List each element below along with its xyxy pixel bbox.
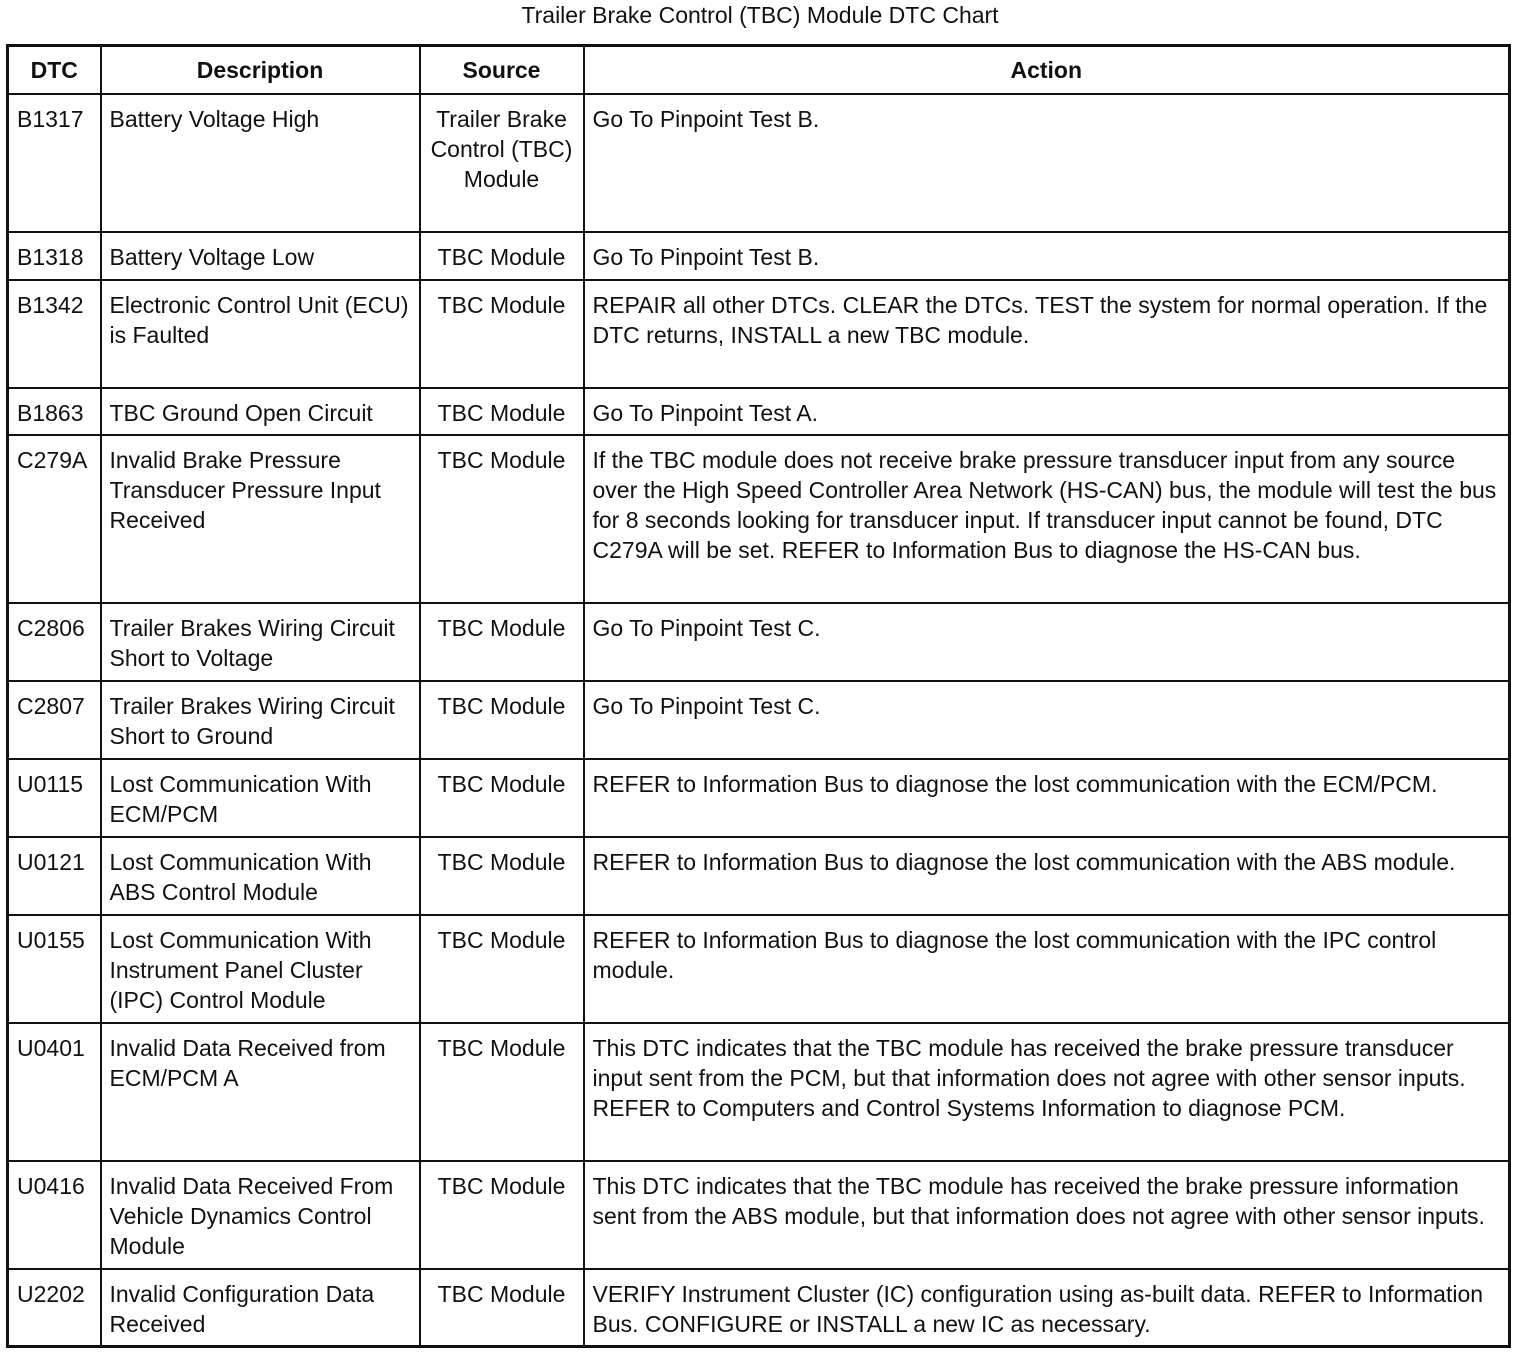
dtc-source: TBC Module <box>420 759 584 837</box>
dtc-description: Invalid Data Received From Vehicle Dynamics Control Module <box>101 1161 420 1269</box>
dtc-action: REFER to Information Bus to diagnose the lost communication with the IPC control module. <box>584 915 1510 1023</box>
dtc-code: U0416 <box>8 1161 101 1269</box>
table-row <box>8 94 1510 232</box>
dtc-code: C279A <box>8 435 101 603</box>
table-row <box>8 435 1510 603</box>
dtc-source: TBC Module <box>420 1269 584 1347</box>
dtc-action: If the TBC module does not receive brake pressure transducer input from any source over the High Speed Controller Area Network (HS-CAN) bus, the module will test the bus for 8 seconds looking for transducer input. If transducer input cannot be found, DTC C279A will be set. REFER to Information Bus to diagnose the HS-CAN bus. <box>584 435 1510 603</box>
table-row <box>8 759 1510 837</box>
table-row <box>8 603 1510 681</box>
dtc-source: TBC Module <box>420 232 584 280</box>
dtc-code: U0155 <box>8 915 101 1023</box>
dtc-source: TBC Module <box>420 1023 584 1161</box>
dtc-source: TBC Module <box>420 1161 584 1269</box>
dtc-code: C2806 <box>8 603 101 681</box>
dtc-source: TBC Module <box>420 603 584 681</box>
dtc-description: Invalid Configuration Data Received <box>101 1269 420 1347</box>
dtc-action: REFER to Information Bus to diagnose the lost communication with the ECM/PCM. <box>584 759 1510 837</box>
dtc-code: U0115 <box>8 759 101 837</box>
dtc-source: TBC Module <box>420 837 584 915</box>
header-source: Source <box>420 46 584 94</box>
table-row <box>8 280 1510 388</box>
header-row <box>8 46 1510 94</box>
dtc-action: Go To Pinpoint Test C. <box>584 681 1510 759</box>
dtc-source: TBC Module <box>420 915 584 1023</box>
dtc-code: B1318 <box>8 232 101 280</box>
dtc-source: TBC Module <box>420 280 584 388</box>
dtc-action: This DTC indicates that the TBC module has received the brake pressure information sent from the ABS module, but that information does not agree with other sensor inputs. <box>584 1161 1510 1269</box>
dtc-table <box>6 44 1511 1348</box>
dtc-description: Lost Communication With Instrument Panel Cluster (IPC) Control Module <box>101 915 420 1023</box>
dtc-action: REPAIR all other DTCs. CLEAR the DTCs. TEST the system for normal operation. If the DTC returns, INSTALL a new TBC module. <box>584 280 1510 388</box>
dtc-description: Invalid Brake Pressure Transducer Pressure Input Received <box>101 435 420 603</box>
dtc-description: Battery Voltage Low <box>101 232 420 280</box>
dtc-description: Electronic Control Unit (ECU) is Faulted <box>101 280 420 388</box>
table-row <box>8 1161 1510 1269</box>
dtc-description: Lost Communication With ECM/PCM <box>101 759 420 837</box>
dtc-code: U0121 <box>8 837 101 915</box>
dtc-code: C2807 <box>8 681 101 759</box>
dtc-code: B1863 <box>8 388 101 435</box>
table-row <box>8 837 1510 915</box>
table-row <box>8 388 1510 435</box>
dtc-description: Battery Voltage High <box>101 94 420 232</box>
dtc-code: B1317 <box>8 94 101 232</box>
dtc-source: TBC Module <box>420 681 584 759</box>
dtc-source: TBC Module <box>420 388 584 435</box>
dtc-action: Go To Pinpoint Test C. <box>584 603 1510 681</box>
dtc-description: Invalid Data Received from ECM/PCM A <box>101 1023 420 1161</box>
header-dtc: DTC <box>8 46 101 94</box>
table-row <box>8 915 1510 1023</box>
table-row <box>8 681 1510 759</box>
table-row <box>8 232 1510 280</box>
table-row <box>8 1269 1510 1347</box>
dtc-source: TBC Module <box>420 435 584 603</box>
dtc-code: U0401 <box>8 1023 101 1161</box>
dtc-action: Go To Pinpoint Test B. <box>584 232 1510 280</box>
dtc-description: Trailer Brakes Wiring Circuit Short to Ground <box>101 681 420 759</box>
chart-title: Trailer Brake Control (TBC) Module DTC Chart <box>521 2 999 28</box>
dtc-action: Go To Pinpoint Test B. <box>584 94 1510 232</box>
dtc-code: B1342 <box>8 280 101 388</box>
dtc-action: REFER to Information Bus to diagnose the lost communication with the ABS module. <box>584 837 1510 915</box>
table-row <box>8 1023 1510 1161</box>
dtc-action: This DTC indicates that the TBC module has received the brake pressure transducer input sent from the PCM, but that information does not agree with other sensor inputs. REFER to Computers and Control Systems Information to diagnose PCM. <box>584 1023 1510 1161</box>
header-description: Description <box>101 46 420 94</box>
dtc-action: Go To Pinpoint Test A. <box>584 388 1510 435</box>
dtc-description: TBC Ground Open Circuit <box>101 388 420 435</box>
dtc-action: VERIFY Instrument Cluster (IC) configuration using as-built data. REFER to Information Bus. CONFIGURE or INSTALL a new IC as necessary. <box>584 1269 1510 1347</box>
dtc-source: Trailer Brake Control (TBC) Module <box>420 94 584 232</box>
dtc-description: Trailer Brakes Wiring Circuit Short to Voltage <box>101 603 420 681</box>
dtc-description: Lost Communication With ABS Control Module <box>101 837 420 915</box>
dtc-code: U2202 <box>8 1269 101 1347</box>
header-action: Action <box>584 46 1510 94</box>
